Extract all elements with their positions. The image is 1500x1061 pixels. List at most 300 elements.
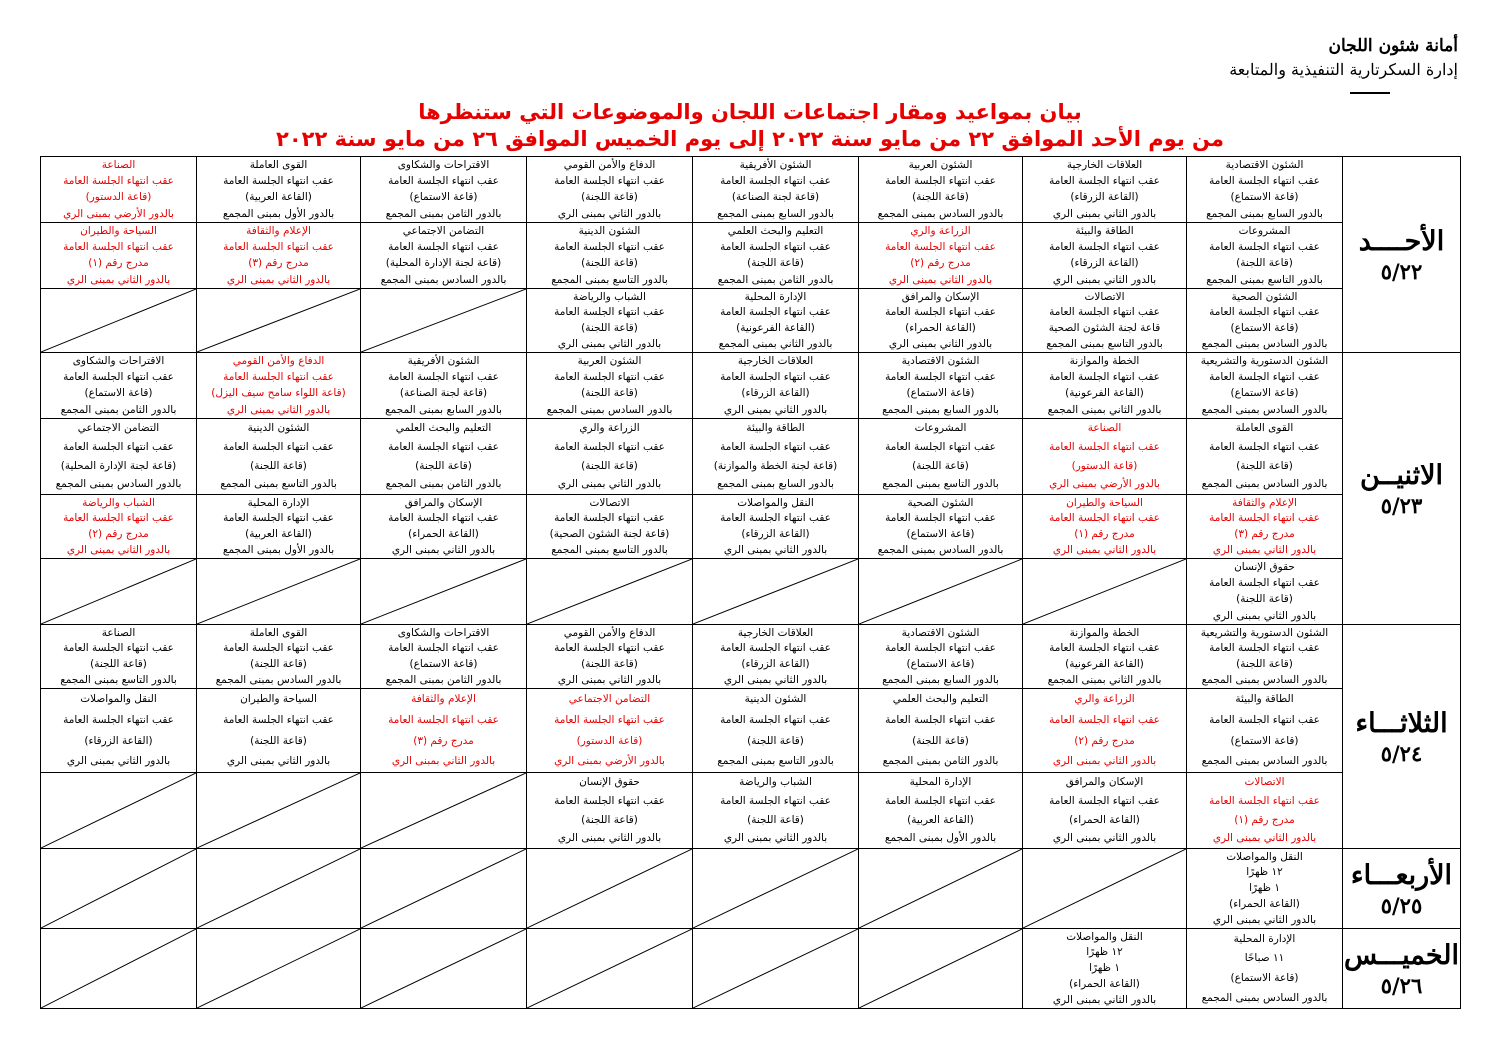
meeting-location: بالدور السادس بمبنى المجمع [877,543,1004,556]
meeting-details [361,495,526,558]
meeting-details [1187,849,1342,928]
committee-name: السياحة والطيران [240,693,317,706]
committee-meeting-cell [361,223,527,289]
empty-cell [41,559,197,625]
diagonal-strike [41,559,196,624]
committee-name: الشئون الدستورية والتشريعية [1200,354,1329,367]
committee-meeting-cell [527,157,693,223]
diagonal-strike [41,289,196,352]
meeting-details [527,689,692,772]
committee-name: الطاقة والبيئة [1075,224,1134,237]
committee-name: الشئون الأفريقية [407,354,480,367]
meeting-time: عقب انتهاء الجلسة العامة [63,642,174,655]
committee-meeting-cell [197,419,361,495]
meeting-room: (قاعة الاستماع) [84,387,153,400]
meeting-room: (القاعة الزرقاء) [741,528,810,541]
meeting-time: عقب انتهاء الجلسة العامة [554,175,665,188]
meeting-time: عقب انتهاء الجلسة العامة [720,371,831,384]
meeting-room: مدرج رقم (١) [1234,813,1295,826]
meeting-room: (القاعة الزرقاء) [741,658,810,671]
meeting-location: بالدور الثاني بمبنى الري [1052,273,1157,286]
committee-name: النقل والمواصلات [737,496,814,509]
meeting-details [1023,419,1186,494]
meeting-location: بالدور التاسع بمبنى المجمع [551,543,668,556]
meeting-location: بالدور الثاني بمبنى الري [723,543,828,556]
meeting-details [859,157,1022,222]
org-title: أمانة شئون اللجان [1328,36,1458,56]
empty-cell [527,849,693,929]
meeting-time: عقب انتهاء الجلسة العامة [388,371,499,384]
meeting-location: بالدور الثاني بمبنى الري [1052,993,1157,1006]
meeting-room: (قاعة الاستماع) [1230,322,1299,335]
meeting-details [41,157,196,222]
diagonal-strike [1023,849,1186,928]
meeting-details [1023,929,1186,1008]
meeting-details [1023,157,1186,222]
committee-meeting-cell [1187,157,1343,223]
meeting-location: بالدور الثاني بمبنى المجمع [1047,673,1162,686]
committee-name: الزراعة والري [579,422,640,435]
meeting-time: عقب انتهاء الجلسة العامة [1049,440,1160,453]
day-label-cell [1343,849,1461,929]
schedule-row [41,353,1461,419]
committee-name: السياحة والطيران [80,224,157,237]
meeting-time: عقب انتهاء الجلسة العامة [885,241,996,254]
schedule-row [41,223,1461,289]
diagonal-strike [41,849,196,928]
meeting-time: عقب انتهاء الجلسة العامة [1049,241,1160,254]
meeting-time: عقب انتهاء الجلسة العامة [223,512,334,525]
meeting-location: بالدور الثاني بمبنى الري [723,403,828,416]
meeting-details [41,625,196,688]
committee-name: الإدارة المحلية [909,776,972,789]
committee-name: القوى العاملة [1235,422,1294,435]
committee-meeting-cell [1187,773,1343,849]
empty-cell [1023,559,1187,625]
committee-name: النقل والمواصلات [1066,930,1143,943]
meeting-time: عقب انتهاء الجلسة العامة [223,440,334,453]
meeting-room: مدرج رقم (٣) [1234,528,1295,541]
committee-meeting-cell [361,689,527,773]
committee-name: الشئون العربية [908,158,973,171]
meeting-room: (قاعة اللجنة) [747,257,804,270]
committee-name: التعليم والبحث العلمي [395,422,492,435]
schedule-date-range: من يوم الأحد الموافق ٢٢ من مايو سنة ٢٠٢٢ إلى يوم الخميس الموافق ٢٦ من مايو سنة ٢٠٢٢ [276,127,1224,151]
committee-name: الشئون العربية [577,354,642,367]
meeting-time: عقب انتهاء الجلسة العامة [1049,713,1160,726]
meeting-details [859,495,1022,558]
meeting-time: عقب انتهاء الجلسة العامة [63,713,174,726]
meeting-time: عقب انتهاء الجلسة العامة [63,241,174,254]
meeting-room: (قاعة اللجنة) [581,813,638,826]
meeting-details [1023,625,1186,688]
meeting-location: بالدور الثاني بمبنى المجمع [718,337,833,350]
committee-meeting-cell [41,353,197,419]
meeting-room: (قاعة الاستماع) [906,658,975,671]
meeting-location: بالدور السادس بمبنى المجمع [1201,337,1328,350]
committee-meeting-cell [693,419,859,495]
committee-name: الطاقة والبيئة [1235,693,1294,706]
committee-name: الإدارة المحلية [247,496,310,509]
meeting-details [361,353,526,418]
diagonal-strike [197,289,360,352]
committee-name: الصناعة [101,626,136,639]
committee-name: الشئون الدينية [578,224,641,237]
diagonal-strike [361,849,526,928]
meeting-details [1187,289,1342,352]
meeting-time: عقب انتهاء الجلسة العامة [1049,175,1160,188]
meeting-details [693,289,858,352]
meeting-details [1187,495,1342,558]
meeting-location: بالدور الثاني بمبنى الري [1052,755,1157,768]
meeting-location: بالدور التاسع بمبنى المجمع [551,273,668,286]
diagonal-strike [197,849,360,928]
committee-meeting-cell [693,157,859,223]
meeting-room: (القاعة الفرعونية) [1065,658,1144,671]
committee-meeting-cell [41,157,197,223]
meeting-time: عقب انتهاء الجلسة العامة [1049,306,1160,319]
meeting-room: (القاعة الفرعونية) [1065,387,1144,400]
committee-meeting-cell [859,353,1023,419]
meeting-time: عقب انتهاء الجلسة العامة [63,512,174,525]
empty-cell [361,773,527,849]
meeting-room: (قاعة لجنة الصناعة) [731,191,820,204]
committee-meeting-cell [361,625,527,689]
committee-name: التعليم والبحث العلمي [727,224,824,237]
empty-cell [361,849,527,929]
empty-cell [527,929,693,1009]
meeting-room: (قاعة لجنة الشئون الصحية) [549,528,670,541]
meeting-time: عقب انتهاء الجلسة العامة [1209,512,1320,525]
committee-meeting-cell [859,773,1023,849]
meeting-location: بالدور الثامن بمبنى المجمع [882,755,999,768]
committee-meeting-cell [1023,773,1187,849]
meeting-location: بالدور الثاني بمبنى الري [557,337,662,350]
meeting-details [693,689,858,772]
schedule-title: بيان بمواعيد ومقار اجتماعات اللجان والموضوعات التي ستنظرها [418,100,1082,124]
meeting-location: بالدور السابع بمبنى المجمع [882,403,999,416]
committee-meeting-cell [1023,223,1187,289]
meeting-time: عقب انتهاء الجلسة العامة [885,440,996,453]
meeting-location: بالدور التاسع بمبنى المجمع [1046,337,1163,350]
meeting-room: (قاعة الاستماع) [1230,972,1299,985]
meeting-room: (قاعة اللجنة) [1236,459,1293,472]
meeting-time: ١١ صباحًا [1244,952,1285,965]
committee-meeting-cell [1023,929,1187,1009]
committee-name: الإعلام والثقافة [411,693,476,706]
meeting-location: بالدور الثامن بمبنى المجمع [385,478,502,491]
meeting-room: (القاعة الزرقاء) [1070,257,1139,270]
committee-meeting-cell [527,289,693,353]
schedule-row [41,773,1461,849]
meeting-details [859,625,1022,688]
committee-name: الشئون الدينية [247,422,310,435]
meeting-room: (قاعة الاستماع) [906,387,975,400]
meeting-location: بالدور السادس بمبنى المجمع [380,273,507,286]
meeting-details [197,625,360,688]
meeting-details [527,353,692,418]
committee-meeting-cell [41,223,197,289]
schedule-row [41,929,1461,1009]
meeting-room: (القاعة العربية) [245,528,312,541]
meeting-time: عقب انتهاء الجلسة العامة [720,713,831,726]
meeting-time: عقب انتهاء الجلسة العامة [63,175,174,188]
meeting-time: عقب انتهاء الجلسة العامة [1049,794,1160,807]
meeting-location: بالدور الأرضي بمبنى الري [554,755,665,768]
diagonal-strike [693,849,858,928]
meeting-room: (القاعة الحمراء) [905,322,976,335]
meeting-room: (قاعة اللجنة) [581,257,638,270]
meeting-room: (القاعة الحمراء) [1069,977,1140,990]
meeting-time: عقب انتهاء الجلسة العامة [63,440,174,453]
committee-meeting-cell [859,157,1023,223]
committee-meeting-cell [361,419,527,495]
schedule-row [41,419,1461,495]
meeting-location: بالدور السابع بمبنى المجمع [717,478,834,491]
meeting-details [1187,419,1342,494]
meeting-time: عقب انتهاء الجلسة العامة [388,440,499,453]
meeting-time: عقب انتهاء الجلسة العامة [720,794,831,807]
committee-meeting-cell [859,419,1023,495]
meeting-details [1023,353,1186,418]
empty-cell [859,559,1023,625]
meeting-time: عقب انتهاء الجلسة العامة [63,371,174,384]
empty-cell [41,289,197,353]
committee-name: الاتصالات [1084,290,1125,303]
committee-name: الإسكان والمرافق [901,290,980,303]
meeting-room: مدرج رقم (١) [1074,528,1135,541]
meeting-details [361,157,526,222]
meeting-details [527,223,692,288]
committee-name: القوى العاملة [249,158,308,171]
meeting-details [41,223,196,288]
committee-meeting-cell [859,625,1023,689]
committee-name: الشباب والرياضة [573,290,646,303]
meeting-location: بالدور الثاني بمبنى الري [888,337,993,350]
meeting-room: (قاعة اللجنة) [1236,593,1293,606]
meeting-time: عقب انتهاء الجلسة العامة [885,794,996,807]
meeting-location: بالدور السادس بمبنى المجمع [1201,755,1328,768]
meeting-room: (قاعة الاستماع) [409,191,478,204]
meeting-time: عقب انتهاء الجلسة العامة [554,241,665,254]
meeting-details [1187,929,1342,1008]
committee-meeting-cell [197,223,361,289]
meeting-time: عقب انتهاء الجلسة العامة [554,642,665,655]
committee-name: التضامن الاجتماعي [77,422,160,435]
committee-meeting-cell [1023,353,1187,419]
meeting-details [527,625,692,688]
committee-meeting-cell [693,495,859,559]
committee-name: العلاقات الخارجية [1066,158,1143,171]
meeting-time: عقب انتهاء الجلسة العامة [1209,241,1320,254]
meeting-time: عقب انتهاء الجلسة العامة [720,642,831,655]
committee-name: الشئون الأفريقية [739,158,812,171]
day-name: الثلاثـــاء [1355,707,1448,739]
meeting-time: عقب انتهاء الجلسة العامة [1049,512,1160,525]
committee-name: التضامن الاجتماعي [402,224,485,237]
meeting-time: عقب انتهاء الجلسة العامة [1049,371,1160,384]
committee-name: الشئون الاقتصادية [1225,158,1304,171]
diagonal-strike [859,559,1022,624]
meeting-time: عقب انتهاء الجلسة العامة [1209,713,1320,726]
day-name: الخميـــس [1343,939,1460,971]
diagonal-strike [361,773,526,848]
empty-cell [527,559,693,625]
meeting-details [693,773,858,848]
committee-name: الزراعة والري [910,224,971,237]
committee-name: الإعلام والثقافة [246,224,311,237]
meeting-room: (قاعة لجنة الصناعة) [399,387,488,400]
meeting-end-time: ١ ظهرًا [1089,962,1120,975]
meeting-room: (قاعة الدستور) [85,191,152,204]
meeting-details [1023,223,1186,288]
meeting-location: بالدور السادس بمبنى المجمع [1201,991,1328,1004]
meeting-time: عقب انتهاء الجلسة العامة [1209,175,1320,188]
meeting-time: عقب انتهاء الجلسة العامة [388,713,499,726]
meeting-details [527,495,692,558]
committee-name: المشروعات [1238,224,1291,237]
meeting-location: بالدور الثاني بمبنى الري [723,832,828,845]
meeting-room: مدرج رقم (٢) [1074,734,1135,747]
meeting-time: عقب انتهاء الجلسة العامة [885,175,996,188]
schedule-row [41,625,1461,689]
meeting-location: بالدور السابع بمبنى المجمع [882,673,999,686]
diagonal-strike [527,559,692,624]
empty-cell [1023,849,1187,929]
meeting-location: بالدور الثاني بمبنى الري [226,273,331,286]
meeting-location: بالدور الثامن بمبنى المجمع [385,673,502,686]
day-label-cell [1343,353,1461,625]
committee-name: الصناعة [1087,422,1122,435]
day-date: ٥/٢٢ [1380,258,1423,284]
meeting-room: (قاعة الاستماع) [906,528,975,541]
meeting-location: بالدور الثاني بمبنى الري [226,403,331,416]
meeting-details [859,773,1022,848]
committee-name: الخطة والموازنة [1069,626,1140,639]
schedule-row [41,849,1461,929]
committee-name: الشباب والرياضة [82,496,155,509]
meeting-location: بالدور الثامن بمبنى المجمع [60,403,177,416]
meeting-room: (قاعة اللجنة) [747,813,804,826]
committee-name: الصناعة [101,158,136,171]
committee-meeting-cell [197,689,361,773]
diagonal-strike [527,849,692,928]
meeting-room: (قاعة اللجنة) [90,658,147,671]
meeting-time: عقب انتهاء الجلسة العامة [1209,642,1320,655]
diagonal-strike [41,773,196,848]
empty-cell [693,929,859,1009]
diagonal-strike [859,929,1022,1008]
dept-title: إدارة السكرتارية التنفيذية والمتابعة [1229,60,1458,79]
meeting-room: (قاعة لجنة الخطة والموازنة) [713,459,838,472]
meeting-time: عقب انتهاء الجلسة العامة [223,241,334,254]
committee-meeting-cell [693,223,859,289]
meeting-time: عقب انتهاء الجلسة العامة [554,306,665,319]
committee-name: العلاقات الخارجية [737,626,814,639]
meeting-location: بالدور التاسع بمبنى المجمع [717,755,834,768]
meeting-room: (قاعة اللجنة) [581,322,638,335]
committee-meeting-cell [693,689,859,773]
meeting-room: (القاعة الحمراء) [1069,813,1140,826]
diagonal-strike [527,929,692,1008]
meeting-location: بالدور الثاني بمبنى الري [1052,543,1157,556]
meeting-room: (قاعة اللواء سامح سيف اليزل) [211,387,346,400]
empty-cell [197,289,361,353]
meeting-details [361,419,526,494]
committee-meeting-cell [859,495,1023,559]
diagonal-strike [693,559,858,624]
committee-meeting-cell [1187,223,1343,289]
meeting-room: (قاعة اللجنة) [250,734,307,747]
committee-name: الزراعة والري [1074,693,1135,706]
committee-meeting-cell [1023,289,1187,353]
meeting-time: عقب انتهاء الجلسة العامة [554,713,665,726]
meeting-time: عقب انتهاء الجلسة العامة [388,642,499,655]
meeting-time: عقب انتهاء الجلسة العامة [554,440,665,453]
meeting-details [859,353,1022,418]
meeting-start-time: ١٢ ظهرًا [1086,946,1123,959]
committee-meeting-cell [1023,625,1187,689]
empty-cell [361,559,527,625]
meeting-room: (القاعة الفرعونية) [736,322,815,335]
meeting-room: (قاعة اللجنة) [250,459,307,472]
committee-meeting-cell [859,689,1023,773]
meeting-room: (قاعة الاستماع) [1230,387,1299,400]
committee-name: الاقتراحات والشكاوى [397,158,490,171]
meeting-details [41,495,196,558]
committee-meeting-cell [693,625,859,689]
committee-name: الدفاع والأمن القومي [563,626,656,639]
meeting-details [41,419,196,494]
meeting-room: (قاعة اللجنة) [581,658,638,671]
meeting-time: عقب انتهاء الجلسة العامة [223,713,334,726]
meeting-location: بالدور التاسع بمبنى المجمع [882,478,999,491]
empty-cell [693,559,859,625]
empty-cell [693,849,859,929]
meeting-location: بالدور الثاني بمبنى الري [1212,609,1317,622]
diagonal-strike [361,929,526,1008]
meeting-room: (قاعة الاستماع) [1230,734,1299,747]
meeting-details [527,773,692,848]
meeting-time: عقب انتهاء الجلسة العامة [885,306,996,319]
meeting-room: (قاعة اللجنة) [1236,257,1293,270]
meeting-room: (قاعة الدستور) [576,734,643,747]
meeting-time: عقب انتهاء الجلسة العامة [720,512,831,525]
committee-name: الإعلام والثقافة [1232,496,1297,509]
meeting-details [1023,773,1186,848]
meeting-room: (قاعة الاستماع) [1230,191,1299,204]
committee-meeting-cell [1187,929,1343,1009]
meeting-room: (قاعة اللجنة) [912,734,969,747]
meeting-details [1023,289,1186,352]
day-date: ٥/٢٤ [1380,740,1423,766]
committee-meeting-cell [1187,419,1343,495]
committee-name: الطاقة والبيئة [746,422,805,435]
meeting-room: (القاعة العربية) [245,191,312,204]
committee-meeting-cell [1187,849,1343,929]
committee-meeting-cell [1187,353,1343,419]
meeting-details [197,495,360,558]
committee-meeting-cell [1023,689,1187,773]
empty-cell [859,929,1023,1009]
meeting-time: عقب انتهاء الجلسة العامة [388,512,499,525]
meeting-time: عقب انتهاء الجلسة العامة [554,512,665,525]
committee-name: الشئون الدينية [744,693,807,706]
meeting-location: بالدور التاسع بمبنى المجمع [60,673,177,686]
meeting-location: بالدور التاسع بمبنى المجمع [1206,273,1323,286]
meeting-details [859,289,1022,352]
committee-name: النقل والمواصلات [1226,850,1303,863]
